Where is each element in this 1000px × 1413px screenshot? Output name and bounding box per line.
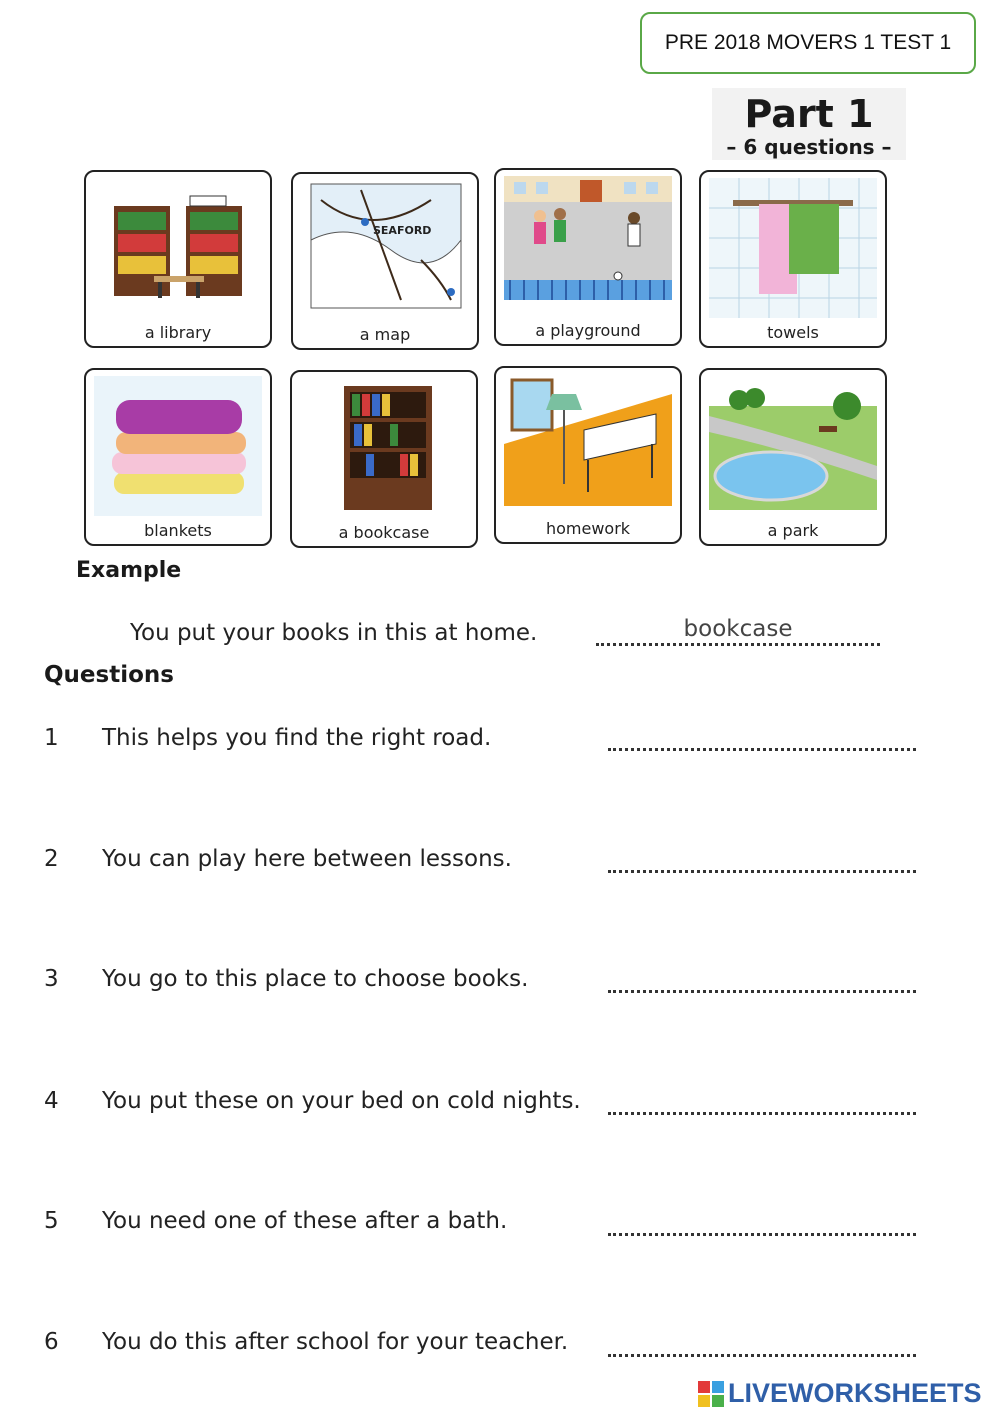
library-icon xyxy=(94,178,262,318)
picture-caption: blankets xyxy=(144,521,212,540)
picture-card-map xyxy=(291,172,479,350)
question-text: You need one of these after a bath. xyxy=(102,1208,508,1234)
part-subtitle: – 6 questions – xyxy=(726,135,892,159)
picture-card-bookcase xyxy=(290,370,478,548)
liveworksheets-brand xyxy=(698,1378,982,1409)
question-text: You go to this place to choose books. xyxy=(102,966,529,992)
picture-card-library xyxy=(84,170,272,348)
picture-caption: homework xyxy=(545,519,631,538)
picture-caption: a park xyxy=(767,521,819,540)
example-answer: bookcase xyxy=(683,616,793,642)
answer-field-1[interactable] xyxy=(608,748,916,751)
towels-icon xyxy=(709,178,877,318)
questions-heading: Questions xyxy=(44,662,174,688)
example-text: You put your books in this at home. xyxy=(130,620,538,646)
answer-field-5[interactable] xyxy=(608,1233,916,1236)
picture-caption: towels xyxy=(767,323,819,342)
test-label: PRE 2018 MOVERS 1 TEST 1 xyxy=(664,31,952,54)
picture-card-homework xyxy=(494,366,682,544)
picture-card-park xyxy=(699,368,887,546)
picture-caption: a bookcase xyxy=(338,523,430,542)
liveworksheets-logo-icon xyxy=(698,1381,724,1407)
brand-text: LIVEWORKSHEETS xyxy=(728,1378,982,1408)
question-text: This helps you find the right road. xyxy=(102,725,492,751)
question-number: 1 xyxy=(44,725,59,751)
question-number: 2 xyxy=(44,846,59,872)
homework-icon xyxy=(504,374,672,514)
question-text: You do this after school for your teacher. xyxy=(102,1329,569,1355)
answer-field-3[interactable] xyxy=(608,990,916,993)
picture-caption: a playground xyxy=(535,321,641,340)
picture-caption: a library xyxy=(144,323,212,342)
bookcase-icon xyxy=(300,378,468,518)
test-label-badge xyxy=(640,12,976,74)
question-number: 6 xyxy=(44,1329,59,1355)
answer-field-4[interactable] xyxy=(608,1112,916,1115)
question-number: 4 xyxy=(44,1088,59,1114)
answer-field-6[interactable] xyxy=(608,1354,916,1357)
picture-card-blankets xyxy=(84,368,272,546)
playground-icon xyxy=(504,176,672,316)
park-icon xyxy=(709,376,877,516)
map-town-label: SEAFORD xyxy=(373,224,432,237)
picture-card-towels xyxy=(699,170,887,348)
question-text: You put these on your bed on cold nights. xyxy=(102,1088,581,1114)
map-icon xyxy=(301,180,469,320)
answer-field-2[interactable] xyxy=(608,870,916,873)
example-answer-line xyxy=(596,643,880,646)
picture-card-playground xyxy=(494,168,682,346)
part-title: Part 1 xyxy=(744,92,874,136)
question-number: 3 xyxy=(44,966,59,992)
example-heading: Example xyxy=(76,558,182,583)
picture-caption: a map xyxy=(359,325,411,344)
question-text: You can play here between lessons. xyxy=(102,846,512,872)
question-number: 5 xyxy=(44,1208,59,1234)
part-title-box xyxy=(712,88,906,160)
blankets-icon xyxy=(94,376,262,516)
